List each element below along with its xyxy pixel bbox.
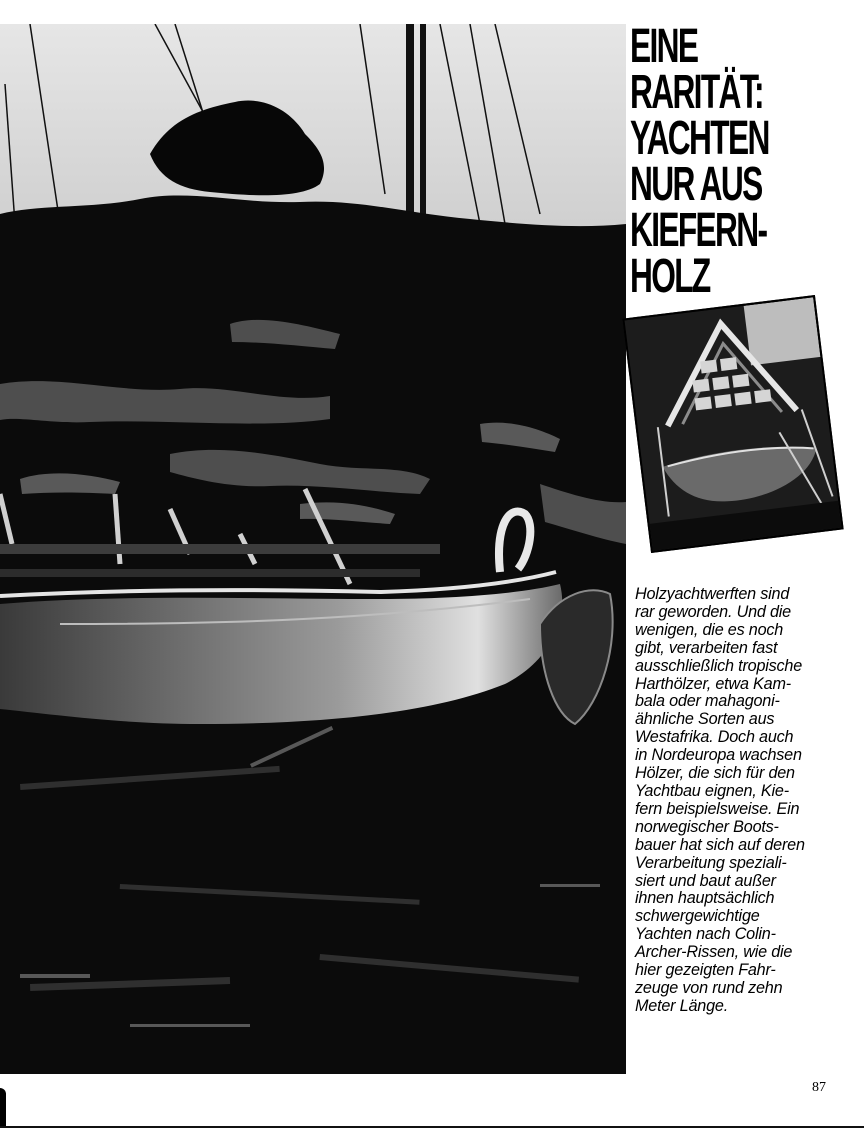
text-line: hier gezeigten Fahr-: [635, 961, 776, 980]
headline-line: RARITÄT:: [630, 66, 763, 119]
text-line: zeuge von rund zehn: [635, 978, 783, 997]
text-line: Yachten nach Colin-: [635, 925, 776, 944]
text-line: Meter Länge.: [635, 996, 728, 1015]
text-line: ausschließlich tropische: [635, 656, 803, 675]
headline-line: NUR AUS: [630, 158, 762, 211]
text-line: Holzyachtwerften sind: [635, 585, 790, 603]
text-line: Yachtbau eignen, Kie-: [635, 781, 789, 800]
text-line: schwergewichtige: [635, 907, 760, 926]
text-line: bauer hat sich auf deren: [635, 835, 805, 854]
text-line: gibt, verarbeiten fast: [635, 638, 778, 657]
text-line: Verarbeitung speziali-: [635, 853, 787, 872]
scan-edge-mark: [0, 1088, 6, 1126]
text-line: siert und baut außer: [635, 871, 776, 890]
headline-line: KIEFERN-: [630, 204, 767, 257]
page-number: 87: [812, 1080, 826, 1095]
text-line: Archer-Rissen, wie die: [635, 943, 793, 962]
headline-line: HOLZ: [630, 250, 710, 303]
inset-photo: [622, 295, 843, 553]
text-line: ihnen hauptsächlich: [635, 889, 775, 908]
text-line: ähnliche Sorten aus: [635, 710, 775, 729]
text-line: Hölzer, die sich für den: [635, 764, 795, 783]
headline-line: EINE: [630, 20, 698, 73]
text-line: rar geworden. Und die: [635, 602, 791, 621]
main-photo: [0, 24, 626, 1074]
text-line: fern beispielsweise. Ein: [635, 799, 800, 818]
headline-line: YACHTEN: [630, 112, 769, 165]
bottom-rule: [0, 1126, 864, 1128]
text-line: Westafrika. Doch auch: [635, 728, 794, 747]
text-line: norwegischer Boots-: [635, 817, 779, 836]
shipyard-photo-illustration: [0, 24, 626, 1074]
intro-text: [635, 586, 861, 1016]
boat-shed-illustration: [625, 297, 842, 550]
text-line: bala oder mahagoni-: [635, 692, 780, 711]
text-line: wenigen, die es noch: [635, 620, 784, 639]
text-line: in Nordeuropa wachsen: [635, 746, 802, 765]
headline: [630, 20, 782, 303]
text-line: Harthölzer, etwa Kam-: [635, 674, 791, 693]
